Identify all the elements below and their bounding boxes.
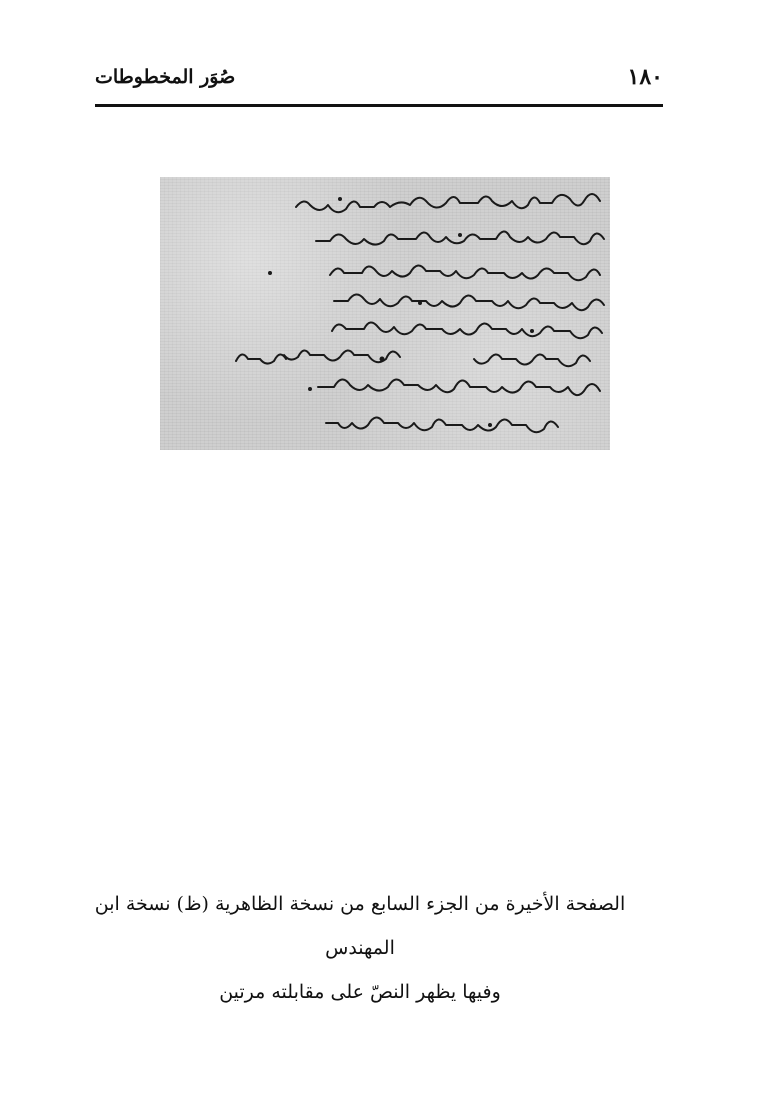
manuscript-line-7 <box>318 379 600 395</box>
figure-caption <box>60 882 660 1014</box>
manuscript-image <box>160 177 610 450</box>
handwriting-lines <box>160 177 610 450</box>
page-header <box>95 62 663 102</box>
manuscript-line-3 <box>330 265 600 280</box>
header-rule <box>95 104 663 107</box>
manuscript-line-6 <box>236 350 590 366</box>
manuscript-line-5 <box>332 322 602 338</box>
running-title: صُوَر المخطوطات <box>95 66 236 88</box>
caption-line-1: الصفحة الأخيرة من الجزء السابع من نسخة الظاهرية (ظ) نسخة ابن المهندس <box>94 893 626 959</box>
manuscript-line-1 <box>296 194 600 212</box>
manuscript-line-8 <box>326 417 558 432</box>
manuscript-line-4 <box>334 294 604 310</box>
page-number: ١٨٠ <box>627 64 663 90</box>
caption-line-2: وفيها يظهر النصّ على مقابلته مرتين <box>219 981 501 1003</box>
